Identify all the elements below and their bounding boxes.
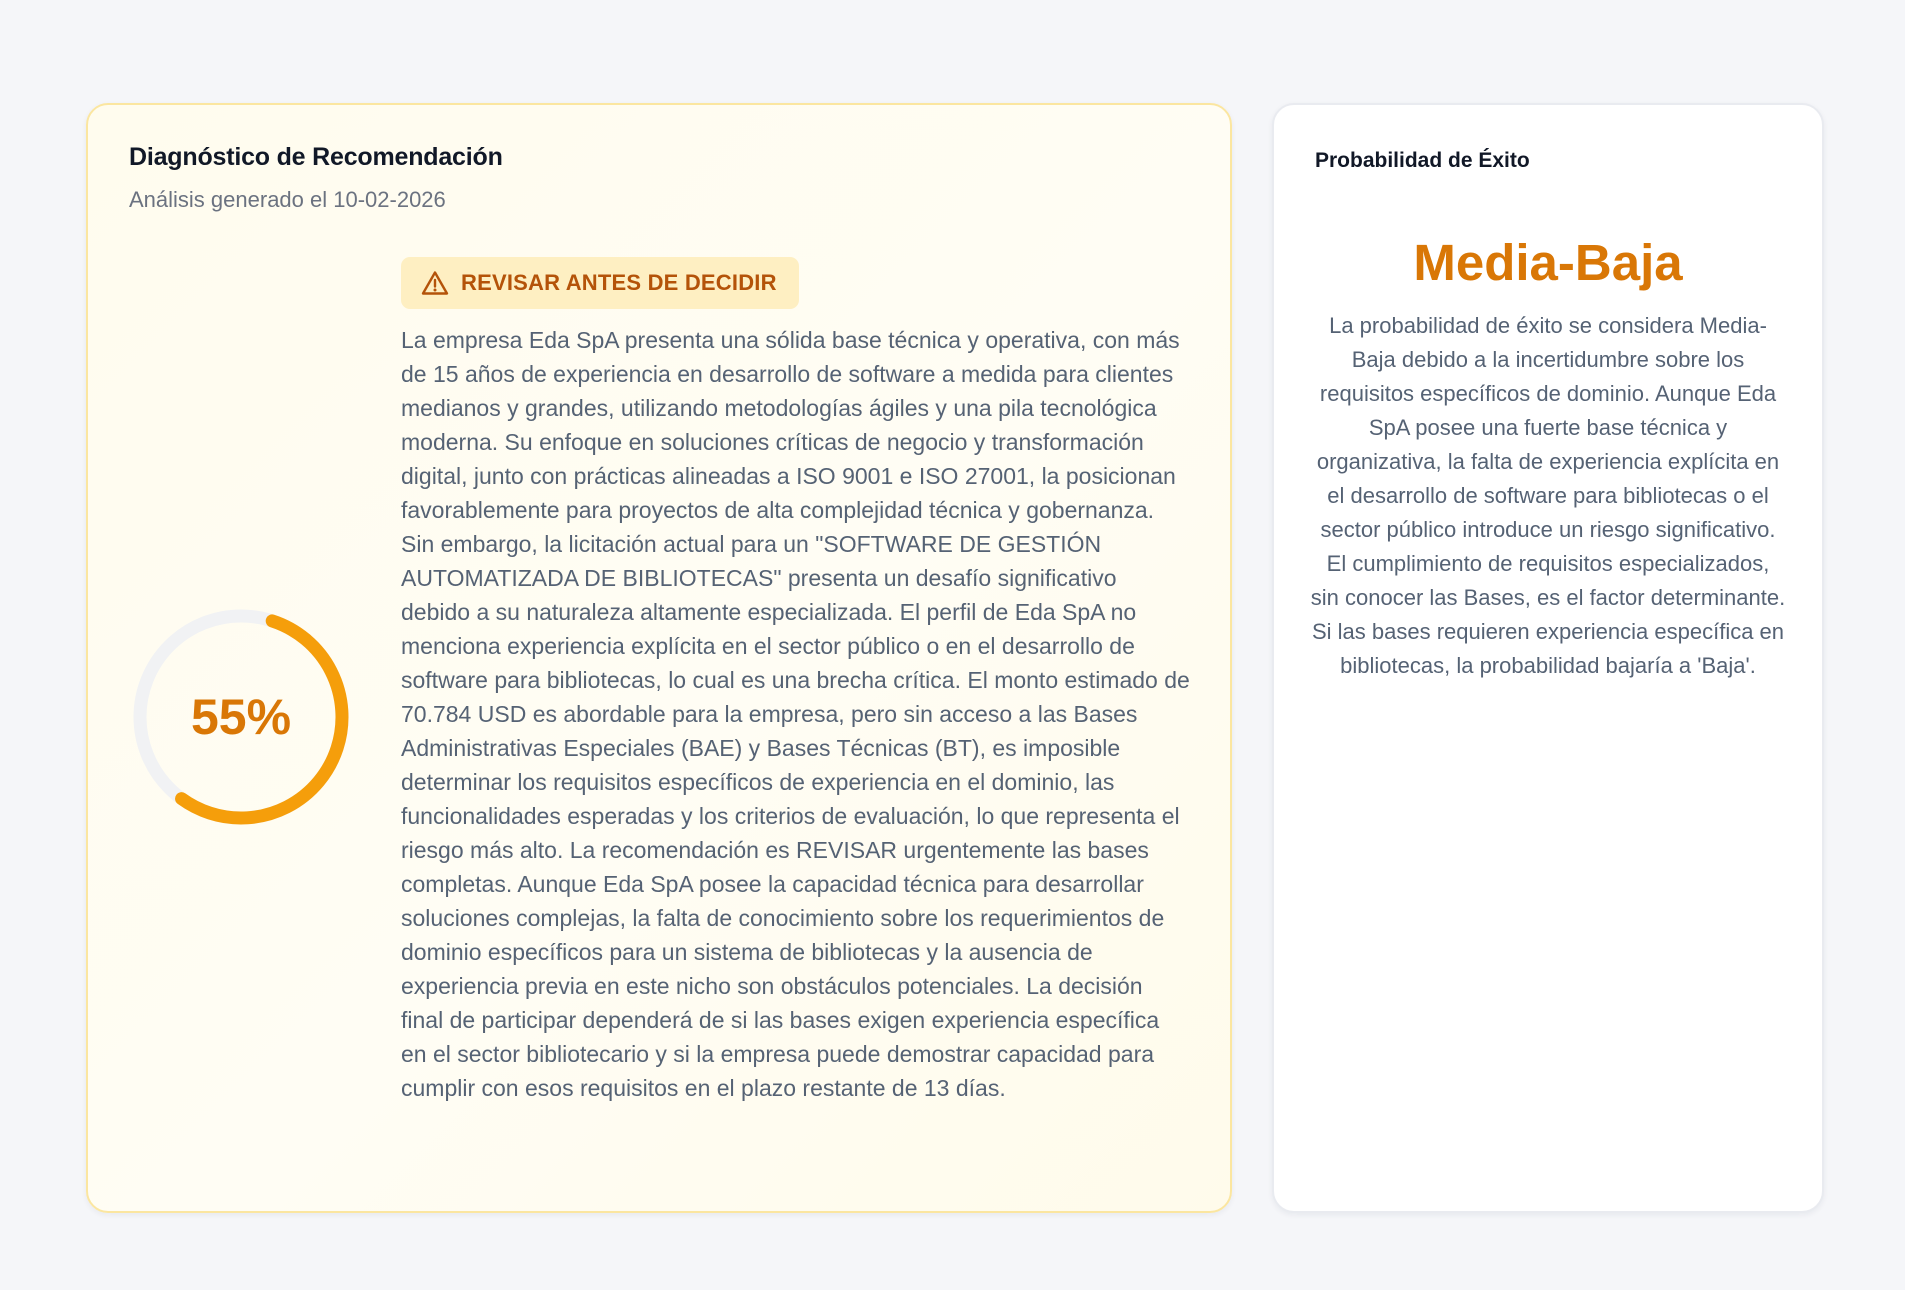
analysis-date: Análisis generado el 10-02-2026: [129, 187, 446, 212]
score-gauge: [128, 604, 354, 830]
warning-triangle-icon: [421, 270, 449, 296]
recommendation-title: Diagnóstico de Recomendación: [129, 143, 503, 171]
decision-badge: [401, 257, 799, 309]
probability-description: La probabilidad de éxito se considera Media-Baja debido a la incertidumbre sobre los requisitos específicos de dominio. Aunque Eda SpA posee una fuerte base técnica y organizativa, la falta de experiencia explícita en el desarrollo de software para bibliotecas o el sector público introduce un riesgo significativo. El cumplimiento de requisitos especializados, sin conocer las Bases, es el factor determinante. Si las bases requieren experiencia específica en bibliotecas, la probabilidad bajaría a 'Baja'.: [1310, 313, 1786, 678]
score-value: 55%: [190, 689, 292, 745]
probability-value: Media-Baja: [1413, 234, 1683, 291]
probability-card: [1272, 103, 1824, 1213]
recommendation-body: La empresa Eda SpA presenta una sólida base técnica y operativa, con más de 15 años de experiencia en desarrollo de software a medida para clientes medianos y grandes, utilizando metodologías ágiles y una pila tecnológica moderna. Su enfoque en soluciones críticas de negocio y transformación digital, junto con prácticas alineadas a ISO 9001 e ISO 27001, la posicionan favorablemente para proyectos de alta complejidad técnica y gobernanza. Sin embargo, la licitación actual para un "SOFTWARE DE GESTIÓN AUTOMATIZADA DE BIBLIOTECAS" presenta un desafío significativo debido a su naturaleza altamente especializada. El perfil de Eda SpA no menciona experiencia explícita en el sector público o en el desarrollo de software para bibliotecas, lo cual es una brecha crítica. El monto estimado de 70.784 USD es abordable para la empresa, pero sin acceso a las Bases Administrativas Especiales (BAE) y Bases Técnicas (BT), es imposible determinar los requisitos específicos de experiencia en el dominio, las funcionalidades esperadas y los criterios de evaluación, lo que representa el riesgo más alto. La recomendación es REVISAR urgentemente las bases completas. Aunque Eda SpA posee la capacidad técnica para desarrollar soluciones complejas, la falta de conocimiento sobre los requerimientos de dominio específicos para un sistema de bibliotecas y la ausencia de experiencia previa en este nicho son obstáculos potenciales. La decisión final de participar dependerá de si las bases exigen experiencia específica en el sector bibliotecario y si la empresa puede demostrar capacidad para cumplir con esos requisitos en el plazo restante de 13 días.: [401, 327, 1190, 1101]
decision-badge-label: REVISAR ANTES DE DECIDIR: [461, 270, 777, 295]
probability-title: Probabilidad de Éxito: [1315, 149, 1530, 172]
recommendation-card: [86, 103, 1232, 1213]
